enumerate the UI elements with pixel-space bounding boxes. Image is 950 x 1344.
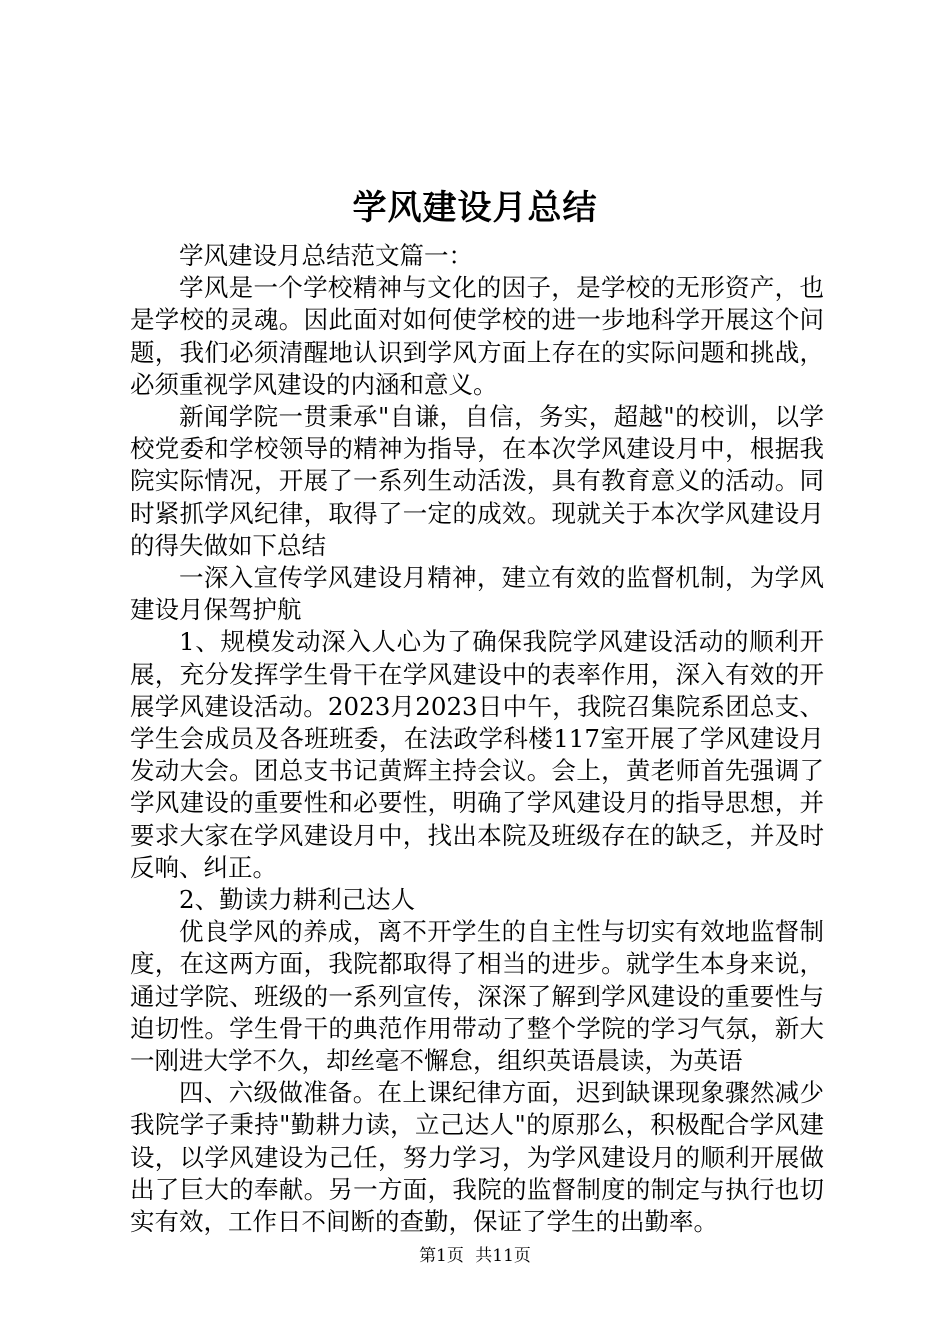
- page-footer: [0, 1244, 950, 1268]
- paragraph: 优良学风的养成，离不开学生的自主性与切实有效地监督制度，在这两方面，我院都取得了相当的进步。就学生本身来说，通过学院、班级的一系列宣传，深深了解到学风建设的重要性与迫切性。学生骨干的典范作用带动了整个学院的学习气氛，新大一刚进大学不久，却丝毫不懈怠，组织英语晨读，为英语: [130, 917, 824, 1076]
- paragraph-intro-heading: 学风建设月总结范文篇一：: [179, 241, 473, 270]
- document-title: 学风建设月总结: [352, 188, 598, 228]
- paragraph: 1、规模发动深入人心为了确保我院学风建设活动的顺利开展，充分发挥学生骨干在学风建设中的表率作用，深入有效的开展学风建设活动。2023月2023日中午，我院召集院系团总支、学生会成员及各班班委，在法政学科楼117室开展了学风建设月发动大会。团总支书记黄辉主持会议。会上，黄老师首先强调了学风建设的重要性和必要性，明确了学风建设月的指导思想，并要求大家在学风建设月中，找出本院及班级存在的缺乏，并及时反响、纠正。: [130, 627, 824, 882]
- document-body: [130, 240, 824, 1238]
- page-number: 第1页: [419, 1246, 464, 1266]
- paragraph: 学风是一个学校精神与文化的因子，是学校的无形资产，也是学校的灵魂。因此面对如何使学校的进一步地科学开展这个问题，我们必须清醒地认识到学风方面上存在的实际问题和挑战，必须重视学风建设的内涵和意义。: [130, 273, 824, 399]
- subsection-heading: 2、勤读力耕利己达人: [179, 885, 416, 915]
- paragraph: 四、六级做准备。在上课纪律方面，迟到缺课现象骤然减少我院学子秉持"勤耕力读，立己达人"的原那么，积极配合学风建设，以学风建设为己任，努力学习，为学风建设月的顺利开展做出了巨大的奉献。另一方面，我院的监督制度的制定与执行也切实有效，工作日不间断的查勤，保证了学生的出勤率。: [130, 1078, 824, 1237]
- section-heading: 一深入宣传学风建设月精神，建立有效的监督机制，为学风建设月保驾护航: [130, 563, 824, 625]
- paragraph: 新闻学院一贯秉承"自谦，自信，务实，超越"的校训，以学校党委和学校领导的精神为指导，在本次学风建设月中，根据我院实际情况，开展了一系列生动活泼，具有教育意义的活动。同时紧抓学风纪律，取得了一定的成效。现就关于本次学风建设月的得失做如下总结: [130, 402, 824, 560]
- page-total: 共11页: [475, 1246, 531, 1266]
